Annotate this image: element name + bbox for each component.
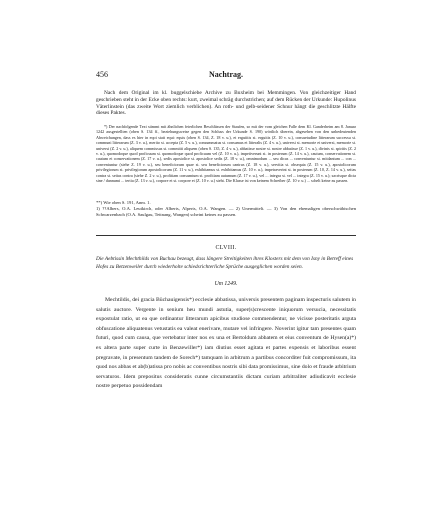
footnotes-secondary xyxy=(96,200,356,219)
footnote-line-2: 1) ??Albers, O.A. Leutkirch, oder Alberts, Alperts, O.A. Wangen. — 2) Unermittelt. — 3) Von den ehemaligen oberschwäbischen Schwarzenbach (O.A. Saulgau, Tettnang, Wangen) scheint keines zu passen. xyxy=(96,206,356,218)
charter-date: Um 1249. xyxy=(214,281,238,287)
footnote-text: *) Der nachfolgende Text stimmt mit ähnlichen feierlichen Beschlüssen der Staufen, so mit der vom gleichen Falle dem Kl. Ganderheim am 8. Januar 1242 ausgestellten (oben S. 134 ff., beziehungsweise gegen den Schluss der Urkunde S. 190) wörtlich überein, abgesehen von den unbedeutenden Abweichungen, dass es hier in eqoi statt equi: equis (oben S. 134, Z. 18 v. u.), et erguiitis st. erguitis (Z. 10 v. u.), consuetudine litterarum successu st. communi litterarum (Z. 3 v. u.), merito st. accepta (Z. 5 v. u.), consummatus st. consumus et litteralis (Z. 4 v. u.), universi st. memorie et universi, memorie st. universi (Z. 2 v. u.), aliquem commissus st. committi aliquem (oben S. 135, Z. 4 v. u.), abbatisse nostre st. nostre abbatisse (Z. 1 v. u.), divinis st. spiritis (Z. 2 v. u.), quomodoque quod proficuum st. quomodoque quod proficuum vel (Z. 10 v. u.), impetiverunt st. in posterum (Z. 14 v. u.), cautum, conservationem st. cautum et conservationem (Z. 17 v. u.), sedis apostolice st. apostolice sedis (Z. 18 v. u.), omnimodum ... seu dicas ... conveniuntur st. mitdantum ... con ... conveniuntur (siehe Z. 19 v. u.), seu beneficiorum quae st. seu beneficiorum cantrus (Z. 18 v. u.), servitia st. obsequia (Z. 15 v. u.), apostolicorum privilegiorum st. privilegiorum apostolicorum (Z. 11 v. u.), exhibitamus st. exhibitamus (Z. 10 v. u.), impetraverint st. in posterum (Z. 10, Z. 14 v. u.), seitas contra st. seitas contra (siehe Z. 2 v. u.), profitiam consumtum st. profitiam autumum (Z. 17 v. u.), vel ... integra st. vel ... integra (Z. 15 v. u.); sacrisque dicta sine / dannumi ... tertia (Z. 13 v. u.), corpore et st. corpore et (Z. 10 v. u.) steht. Die Klasse ist von keinem Schreiber (Z. 10 v. u.) ... schelt keine zu passen. xyxy=(96,124,356,184)
charter-body xyxy=(96,296,356,392)
source-note xyxy=(96,90,356,117)
charter-summary-text: Die Aebtissin Mechthilds von Buchau bezeugt, dass längere Streitigkeiten ihres Klosters mit dem von Isny in Betreff eines Hofes zu Betzenweiler durch wiederholte schiedsrichterliche Sprüche ausgeglichen worden seien. xyxy=(96,256,354,270)
page-header xyxy=(96,70,356,82)
charter-body-text: Mechtildis, dei gracia Büchauigensis*) ecclesie abbatissa, universis presentem paginam inspecturis salutem in salutis auctore. Vergente in senium heu mundi astutia, super(s)crescente iniquorum versucia, necessitatis expostulat ratio, ut ea que ordinantur litterarum apicibus studiose commendentur, ne vicisse posteritatis arguta obfuscatione aliquatenus vetustatis ea valeat enerivare, mutare vel infringere. Noverint igitur tam presentes quam futuri, quod cum causa, que vertebatur inter nos ex una et Bertoldum abbatem et eius conventum de Hysen(a)*) ex altera parte super curte in Benzewiller*) iam diutius esset agitata et partes expensis et laboribus essent pregravate, in presentum tandem de Sorech*) tamquam in arbitrum a partibus concorditer fuit compromissum, ita quod nos abbas et ab(b)atissa pro nobis ac conventibus nostris sibi data promissimus, sine dolo et fraude arbitrium servaturos. Idem prepositus consideratis cunne circumstantiis dictam curiam arbitraliter adiudicavit ecclesie nostre perpetuo possidendam xyxy=(96,297,356,390)
charter-number: CLVIII. xyxy=(215,245,237,251)
footnote-variants xyxy=(96,124,356,183)
footnote-line-1: **) Wie oben S. 191, Anm. 1. xyxy=(96,200,151,205)
page-number: 456 xyxy=(96,70,108,79)
charter-summary xyxy=(96,256,356,271)
running-title: Nachtrag. xyxy=(209,70,243,79)
source-note-text: Nach dem Original im kl. buggelschiebe Archive zu Buxheim bei Memmingen. Von gleichzeitiger Hand geschrieben steht in der Ecke oben rechts: kurt, zweimal schräg durchstrichen; auf dem Rücken der Urkunde: Hupolinus Väterlinstein (das zweite Wort ziemlich verblichen). An roth- und gelb-seidener Schnur hängt die geschlitzte Hälfte dieses Paktes. xyxy=(96,90,356,117)
section-divider xyxy=(96,235,356,236)
